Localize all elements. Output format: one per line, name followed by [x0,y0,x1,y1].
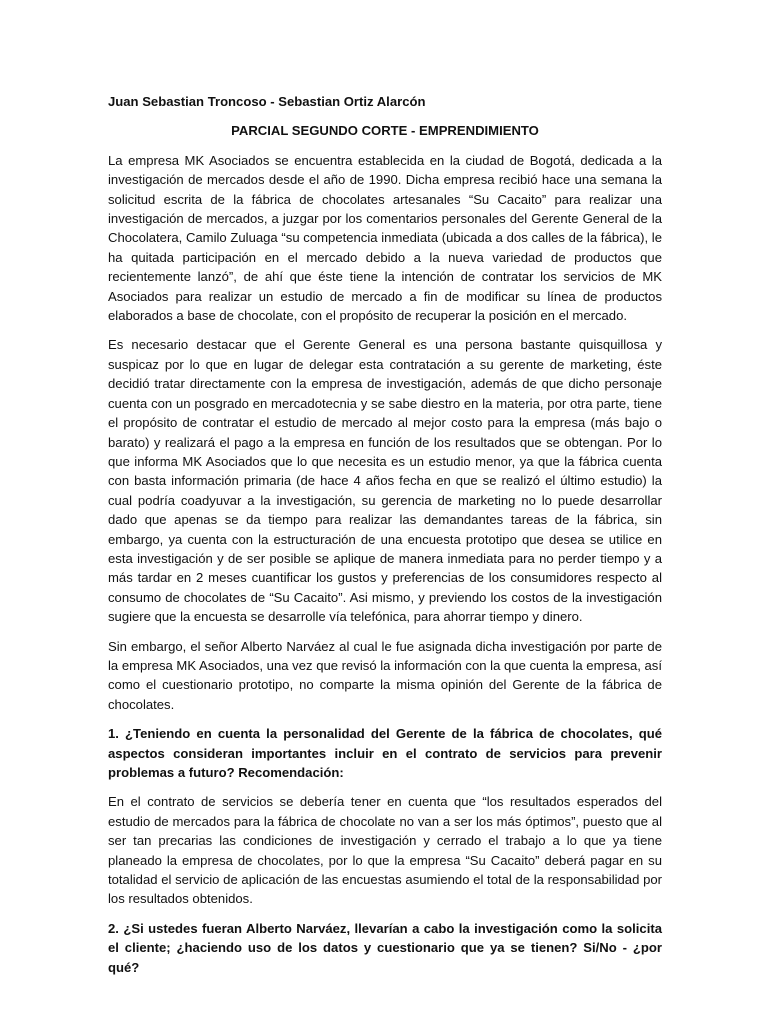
answer-1: En el contrato de servicios se debería tener en cuenta que “los resultados esperados del estudio de mercados para la fábrica de chocolate no van a ser los más óptimos”, puesto que al ser tan precarias las condiciones de investigación y cerrado el trabajo a lo que ya tiene planeado la empresa de chocolates, por lo que la empresa “Su Cacaito” deberá pagar en su totalidad el servicio de aplicación de las encuestas asumiendo el total de la responsabilidad por los resultados obtenidos. [108,794,662,907]
paragraph-context: Es necesario destacar que el Gerente General es una persona bastante quisquillosa y suspicaz por lo que en lugar de delegar esta contratación a su gerente de marketing, éste decidió tratar directamente con la empresa de investigación, además de que dicho personaje cuenta con un posgrado en mercadotecnia y se sabe diestro en la materia, por otra parte, tiene el propósito de contratar el estudio de mercado al mejor costo para la empresa (más bajo o barato) y realizará el pago a la empresa en función de los resultados que se obtengan. Por lo que informa MK Asociados que lo que necesita es un estudio menor, ya que la fábrica cuenta con basta información primaria (de hace 4 años fecha en que se realizó el último estudio) la cual podría coadyuvar a la investigación, su gerencia de marketing no lo puede desarrollar dado que apenas se da tiempo para realizar las demandantes tareas de la fábrica, sin embargo, ya cuenta con la estructuración de una encuesta prototipo que desea se utilice en esta investigación y de ser posible se aplique de manera inmediata para no perder tiempo y a más tardar en 2 meses cuantificar los gustos y preferencias de los consumidores respecto al consumo de chocolates de “Su Cacaito”. Asi mismo, y previendo los costos de la investigación sugiere que la encuesta se desarrolle vía telefónica, para ahorrar tiempo y dinero. [108,337,662,625]
paragraph-narvaez: Sin embargo, el señor Alberto Narváez al cual le fue asignada dicha investigación por parte de la empresa MK Asociados, una vez que revisó la información con la que cuenta la empresa, así como el cuestionario prototipo, no comparte la misma opinión del Gerente de la fábrica de chocolates. [108,638,662,712]
authors-line: Juan Sebastian Troncoso - Sebastian Ortiz Alarcón [108,94,426,109]
document-title: PARCIAL SEGUNDO CORTE - EMPRENDIMIENTO [231,123,539,139]
question-1: 1. ¿Teniendo en cuenta la personalidad del Gerente de la fábrica de chocolates, qué aspectos consideran importantes incluir en el contrato de servicios para prevenir problemas a futuro? Recomendación: [108,726,662,780]
paragraph-intro: La empresa MK Asociados se encuentra establecida en la ciudad de Bogotá, dedicada a la investigación de mercados desde el año de 1990. Dicha empresa recibió hace una semana la solicitud escrita de la fábrica de chocolates artesanales “Su Cacaito” para realizar una investigación de mercados, a juzgar por los comentarios personales del Gerente General de la Chocolatera, Camilo Zuluaga “su competencia inmediata (ubicada a dos calles de la fábrica), le ha quitada participación en el mercado debido a la nueva variedad de productos que recientemente lanzó”, de ahí que éste tiene la intención de contratar los servicios de MK Asociados para realizar un estudio de mercado a fin de modificar su línea de productos elaborados a base de chocolate, con el propósito de recuperar la posición en el mercado. [108,152,662,324]
question-2: 2. ¿Si ustedes fueran Alberto Narváez, llevarían a cabo la investigación como la solicita el cliente; ¿haciendo uso de los datos y cuestionario que ya se tienen? Si/No - ¿por qué? [108,920,662,975]
